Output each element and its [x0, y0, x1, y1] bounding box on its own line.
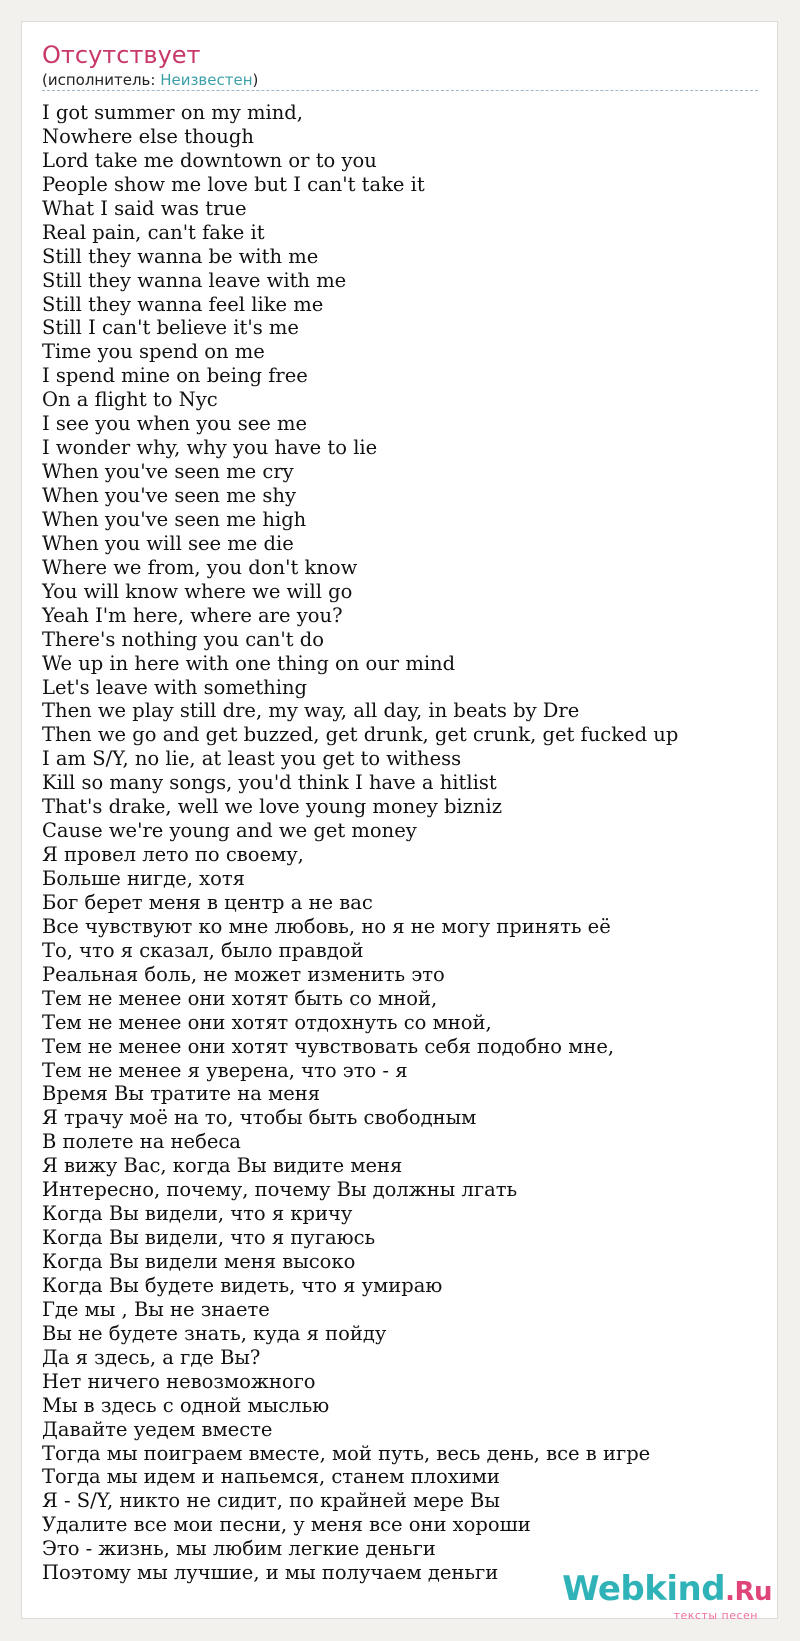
lyric-line: Интересно, почему, почему Вы должны лгать: [42, 1178, 518, 1202]
song-title: Отсутствует: [42, 41, 201, 69]
lyric-line: I am S/Y, no lie, at least you get to withess: [42, 747, 462, 771]
lyric-line: Вы не будете знать, куда я пойду: [42, 1321, 387, 1345]
lyric-line: We up in here with one thing on our mind: [42, 651, 456, 675]
lyric-line: That's drake, well we love young money bizniz: [42, 795, 503, 819]
lyric-line: Время Вы тратите на меня: [42, 1082, 321, 1106]
lyric-line: Я провел лето по своему,: [42, 843, 304, 867]
lyric-line: Cause we're young and we get money: [42, 819, 417, 843]
lyric-line: Когда Вы видели, что я кричу: [42, 1202, 353, 1226]
lyric-line: Nowhere else though: [42, 124, 254, 148]
lyric-line: Тем не менее они хотят отдохнуть со мной,: [42, 1010, 492, 1034]
logo-tagline: тексты песен: [673, 1609, 758, 1622]
lyric-line: Я вижу Вас, когда Вы видите меня: [42, 1154, 403, 1178]
lyric-line: Then we play still dre, my way, all day, in beats by Dre: [42, 699, 580, 723]
lyric-line: You will know where we will go: [42, 579, 353, 603]
lyric-line: То, что я сказал, было правдой: [42, 938, 364, 962]
lyric-line: Нет ничего невозможного: [42, 1369, 316, 1393]
lyric-line: Real pain, can't fake it: [42, 220, 265, 244]
artist-suffix: ): [252, 71, 259, 89]
lyric-line: Тогда мы идем и напьемся, станем плохими: [42, 1465, 500, 1489]
lyric-line: Когда Вы видели меня высоко: [42, 1250, 356, 1273]
lyric-line: Then we go and get buzzed, get drunk, get crunk, get fucked up: [42, 723, 679, 747]
lyric-line: Тем не менее они хотят быть со мной,: [42, 986, 438, 1010]
lyric-line: Я - S/Y, никто не сидит, по крайней мере Вы: [42, 1489, 500, 1513]
logo-tld-text: .Ru: [725, 1577, 772, 1607]
lyric-line: There's nothing you can't do: [42, 627, 324, 651]
lyric-line: Бог берет меня в центр а не вас: [42, 890, 373, 914]
lyric-line: Kill so many songs, you'd think I have a hitlist: [42, 771, 497, 795]
artist-line: [42, 70, 258, 90]
lyric-line: When you've seen me cry: [42, 460, 294, 484]
title-divider: [42, 90, 758, 91]
lyric-line: Давайте уедем вместе: [42, 1417, 273, 1441]
lyric-line: When you will see me die: [42, 531, 294, 555]
logo-main-text: Webkind: [562, 1569, 726, 1609]
lyric-line: Это - жизнь, мы любим легкие деньги: [42, 1537, 436, 1561]
lyric-line: Yeah I'm here, where are you?: [42, 603, 343, 627]
lyric-line: Где мы , Вы не знаете: [42, 1297, 270, 1321]
lyric-line: Where we from, you don't know: [42, 555, 358, 579]
lyric-line: Still they wanna be with me: [42, 244, 319, 268]
lyric-line: Больше нигде, хотя: [42, 867, 245, 890]
lyric-line: Lord take me downtown or to you: [42, 148, 377, 172]
lyric-line: Still they wanna leave with me: [42, 268, 347, 292]
lyric-line: I spend mine on being free: [42, 364, 308, 388]
lyric-line: Time you spend on me: [42, 340, 265, 364]
webkind-logo[interactable]: [562, 1569, 772, 1609]
artist-prefix: (исполнитель:: [42, 71, 161, 89]
lyric-line: When you've seen me shy: [42, 484, 296, 507]
lyric-line: Тем не менее они хотят чувствовать себя подобно мне,: [42, 1034, 615, 1058]
lyric-line: Когда Вы будете видеть, что я умираю: [42, 1273, 443, 1297]
lyric-line: When you've seen me high: [42, 507, 307, 531]
artist-link[interactable]: Неизвестен: [160, 71, 253, 89]
lyric-line: Let's leave with something: [42, 675, 308, 699]
lyric-line: I got summer on my mind,: [42, 101, 303, 124]
lyric-line: Still they wanna feel like me: [42, 292, 324, 316]
lyric-line: Мы в здесь с одной мыслью: [42, 1393, 330, 1417]
lyric-line: I wonder why, why you have to lie: [42, 436, 378, 460]
lyrics-text: [42, 101, 678, 1585]
lyric-line: Тем не менее я уверена, что это - я: [42, 1058, 408, 1082]
lyric-line: Реальная боль, не может изменить это: [42, 962, 445, 986]
lyric-line: Я трачу моё на то, чтобы быть свободным: [42, 1106, 477, 1130]
lyric-line: On a flight to Nyc: [42, 388, 218, 412]
lyric-line: Удалите все мои песни, у меня все они хороши: [42, 1513, 531, 1537]
lyric-line: People show me love but I can't take it: [42, 172, 425, 196]
lyric-line: В полете на небеса: [42, 1130, 241, 1154]
lyric-line: Да я здесь, а где Вы?: [42, 1345, 261, 1369]
lyric-line: What I said was true: [42, 196, 247, 220]
lyric-line: Поэтому мы лучшие, и мы получаем деньги: [42, 1561, 499, 1585]
lyric-line: Still I can't believe it's me: [42, 316, 299, 340]
lyric-line: I see you when you see me: [42, 412, 308, 436]
lyric-line: Когда Вы видели, что я пугаюсь: [42, 1226, 376, 1250]
lyric-line: Тогда мы поиграем вместе, мой путь, весь день, все в игре: [42, 1441, 651, 1465]
lyric-line: Все чувствуют ко мне любовь, но я не могу принять её: [42, 914, 611, 938]
